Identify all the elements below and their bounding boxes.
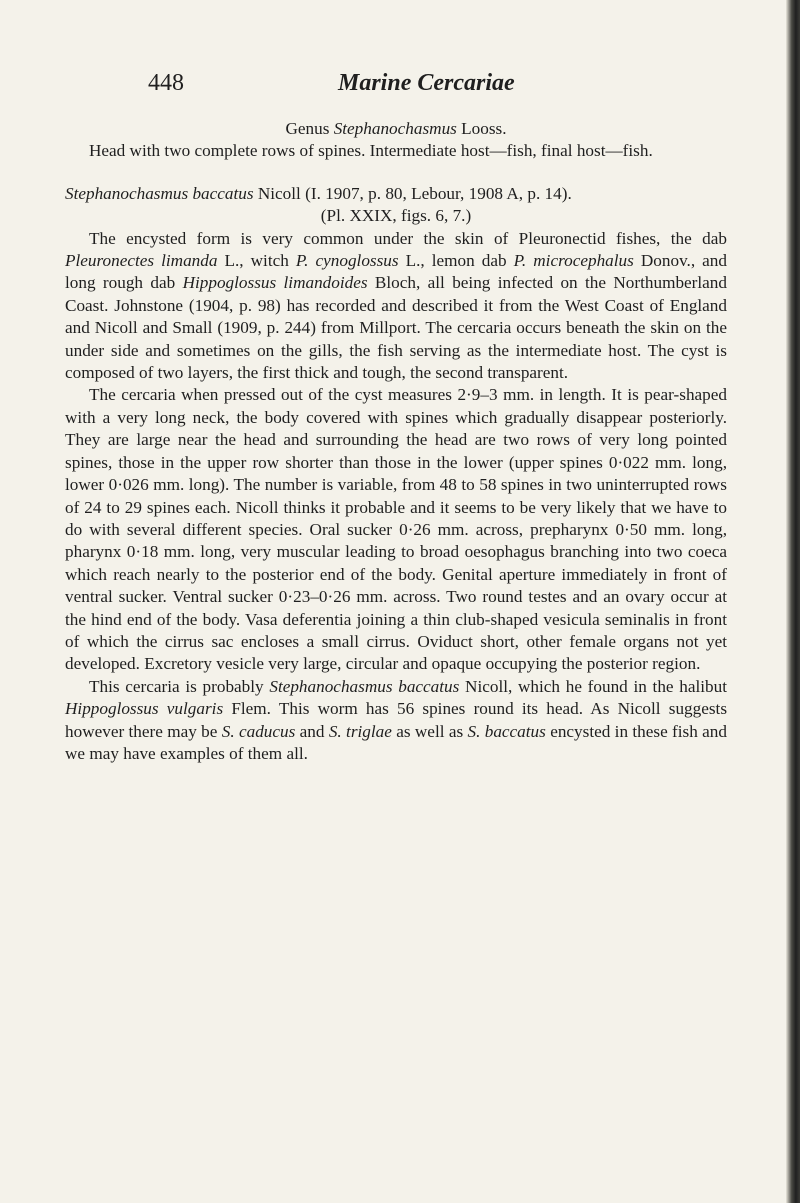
paragraph-1	[65, 228, 727, 385]
text-run: as well as	[391, 721, 468, 741]
species-name: S. baccatus	[467, 721, 546, 741]
running-title: Marine Cercariae	[338, 70, 515, 96]
species-name: P. cynoglossus	[295, 251, 399, 271]
text-run: and	[295, 721, 329, 741]
species-name: S. triglae	[328, 721, 392, 741]
paragraph-2: The cercaria when pressed out of the cyst measures 2·9–3 mm. in length. It is pear-shaped with a very long neck, the body covered with spines which gradually disappear posteriorly. They are large near the head and surrounding the head are two rows of very long pointed spines, those in the upper row shorter than those in the lower (upper spines 0·022 mm. long, lower 0·026 mm. long). The number is variable, from 48 to 58 spines in two uninterrupted rows of 24 to 29 spines each. Nicoll thinks it probable and it seems to be very likely that we have to do with several different species. Oral sucker 0·26 mm. across, prepharynx 0·50 mm. long, pharynx 0·18 mm. long, very muscular leading to broad oesophagus branching into two coeca which reach nearly to the posterior end of the body. Genital aperture immediately in front of ventral sucker. Ventral sucker 0·23–0·26 mm. across. Two round testes and an ovary occur at the hind end of the body. Vasa deferentia joining a thin club-shaped vesicula seminalis in front of which the cirrus sac encloses a small cirrus. Oviduct short, other female organs not yet developed. Excretory vesicle very large, circular and opaque occupying the posterior region.	[65, 385, 727, 674]
species-heading	[65, 183, 727, 205]
page-edge	[786, 0, 800, 1203]
text-run: encysted in these fish and we may have examples of them all.	[65, 721, 727, 763]
genus-name: Stephanochasmus	[333, 119, 457, 138]
genus-prefix: Genus	[285, 119, 334, 138]
page-header	[148, 70, 668, 106]
text-run: Nicoll, which he found in the halibut	[459, 676, 728, 696]
page-number: 448	[148, 70, 184, 96]
paragraph-3	[65, 676, 727, 766]
text-run: Flem. This worm has 56 spines round its head. As Nicoll suggests however there may be	[65, 699, 728, 741]
section-gap	[65, 163, 727, 183]
species-name: Pleuronectes limanda	[65, 251, 218, 271]
species-name: Stephanochasmus baccatus	[269, 676, 460, 696]
text-run: L., witch	[217, 251, 296, 271]
species-name: P. microcephalus	[513, 251, 634, 271]
species-citation: Nicoll (I. 1907, p. 80, Lebour, 1908 A, p. 14).	[253, 183, 572, 203]
text-run: Donov., and long rough dab	[65, 251, 727, 293]
plate-reference: (Pl. XXIX, figs. 6, 7.)	[320, 206, 472, 226]
genus-author: Looss.	[456, 119, 507, 138]
species-name: Stephanochasmus baccatus	[65, 183, 254, 203]
text-run: This cercaria is probably	[89, 676, 270, 696]
species-name: Hippoglossus limandoides	[182, 273, 368, 293]
text-run: The encysted form is very common under the skin of Pleuronectid fishes, the dab	[89, 228, 727, 248]
genus-heading	[65, 118, 727, 140]
text-run: Bloch, all being infected on the Northumberland Coast. Johnstone (1904, p. 98) has recorded and described it from the West Coast of England and Nicoll and Small (1909, p. 244) from Millport. The cercaria occurs beneath the skin on the under side and sometimes on the gills, the fish serving as the intermediate host. The cyst is composed of two layers, the first thick and tough, the second transparent.	[65, 273, 727, 383]
species-name: S. caducus	[221, 721, 296, 741]
page-body	[65, 118, 727, 765]
text-run: L., lemon dab	[398, 251, 514, 271]
species-name: Hippoglossus vulgaris	[65, 699, 224, 719]
genus-description: Head with two complete rows of spines. Intermediate host—fish, final host—fish.	[89, 141, 653, 161]
